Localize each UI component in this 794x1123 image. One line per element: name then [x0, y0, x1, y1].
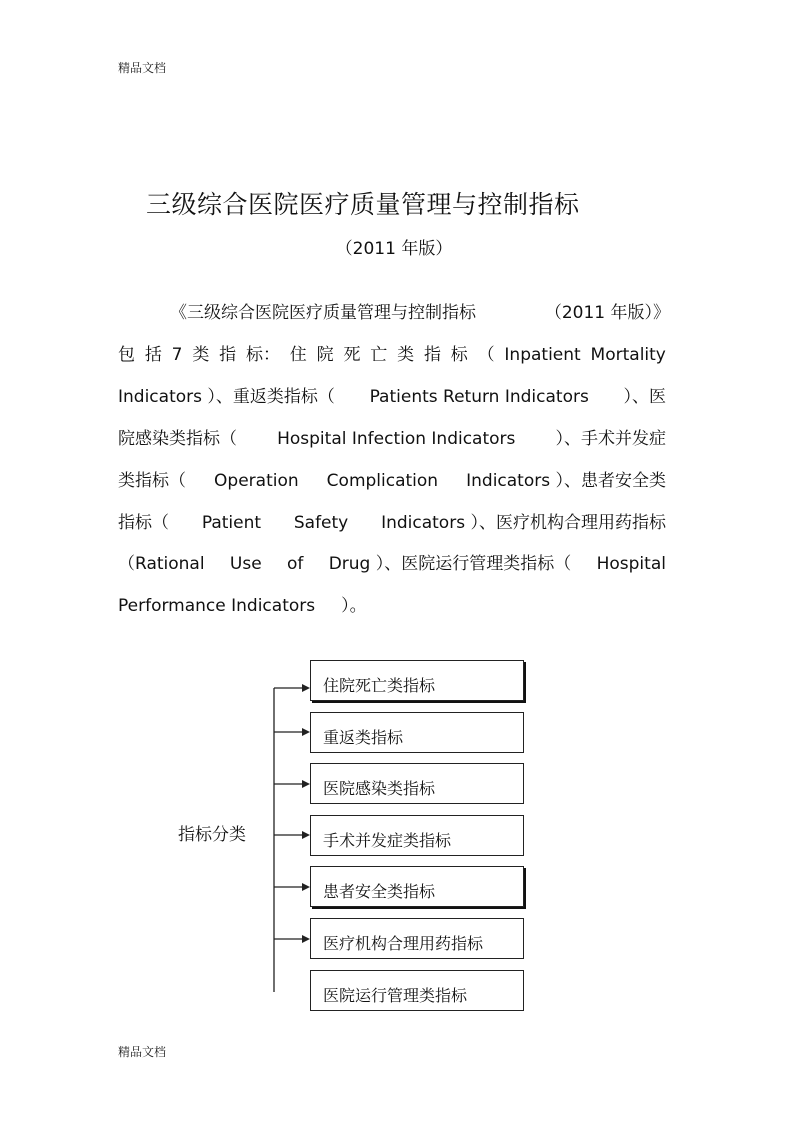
- paragraph-line-4: [118, 424, 666, 449]
- text-run: Mortality: [590, 345, 666, 365]
- branch-arrows: [274, 684, 310, 943]
- category-box-5: [310, 866, 524, 907]
- paragraph-line-1: [170, 298, 670, 323]
- text-run: Indicators ）、患者安全类: [466, 471, 666, 491]
- text-run: Indicators ）、重返类指标（: [118, 387, 335, 407]
- watermark-top: 精品文档: [118, 61, 167, 75]
- category-label: 重返类指标: [323, 728, 404, 747]
- paragraph-line-6: [118, 508, 666, 533]
- category-label: 住院死亡类指标: [323, 676, 436, 695]
- paragraph-line-8: [118, 591, 666, 616]
- text-run: （: [477, 345, 495, 365]
- text-run: 7: [171, 345, 183, 365]
- document-subtitle: （2011 年版）: [335, 239, 453, 259]
- text-run: 指标（: [118, 513, 169, 533]
- text-run: Performance Indicators: [118, 596, 316, 616]
- text-run: 亡: [370, 345, 388, 365]
- paragraph-line-7: [118, 549, 666, 574]
- text-run: 类: [192, 345, 210, 365]
- category-label: 手术并发症类指标: [323, 831, 452, 850]
- text-run: 指: [219, 345, 237, 365]
- text-run: Inpatient: [504, 345, 581, 365]
- text-run: Indicators ）、医疗机构合理用药指标: [381, 513, 666, 533]
- text-run: （2011 年版）》: [544, 303, 670, 323]
- text-run: 包: [118, 345, 135, 365]
- category-label: 医院感染类指标: [323, 779, 436, 798]
- text-run: （Rational: [118, 554, 205, 574]
- category-box-2: [310, 712, 524, 753]
- text-run: 住: [289, 345, 307, 365]
- text-run: Hospital: [596, 554, 666, 574]
- text-run: ）。: [341, 596, 367, 616]
- text-run: 类指标（: [118, 471, 186, 491]
- paragraph-line-3: [118, 382, 666, 407]
- category-box-7: [310, 970, 524, 1011]
- category-label: 医疗机构合理用药指标: [323, 934, 484, 953]
- text-run: Drug ）、医院运行管理类指标（: [328, 554, 572, 574]
- text-run: 指: [423, 345, 441, 365]
- text-run: 类: [397, 345, 415, 365]
- text-run: 括: [144, 345, 162, 365]
- text-run: 院感染类指标（: [118, 429, 237, 449]
- category-box-3: [310, 763, 524, 804]
- text-run: 标：: [245, 345, 280, 365]
- category-box-4: [310, 815, 524, 856]
- text-run: 《三级综合医院医疗质量管理与控制指标: [170, 303, 476, 323]
- category-box-1: [310, 660, 524, 701]
- text-run: ）、手术并发症: [555, 429, 666, 449]
- text-run: Safety: [293, 513, 349, 533]
- text-run: Use: [229, 554, 262, 574]
- category-label: 患者安全类指标: [323, 882, 436, 901]
- text-run: 标: [450, 345, 468, 365]
- text-run: of: [286, 554, 304, 574]
- category-box-6: [310, 918, 524, 959]
- text-run: Operation: [214, 471, 299, 491]
- document-title: 三级综合医院医疗质量管理与控制指标: [146, 190, 580, 219]
- text-run: Complication: [326, 471, 439, 491]
- text-run: ）、医: [623, 387, 666, 407]
- category-label: 医院运行管理类指标: [323, 986, 468, 1005]
- watermark-bottom: 精品文档: [118, 1045, 167, 1059]
- text-run: 院: [316, 345, 334, 365]
- text-run: Patients Return Indicators: [369, 387, 589, 407]
- text-run: Patient: [201, 513, 262, 533]
- text-run: 死: [343, 345, 361, 365]
- paragraph-line-2: [118, 340, 666, 365]
- paragraph-line-5: [118, 466, 666, 491]
- text-run: Hospital Infection Indicators: [277, 429, 516, 449]
- diagram-root-label: 指标分类: [178, 825, 246, 845]
